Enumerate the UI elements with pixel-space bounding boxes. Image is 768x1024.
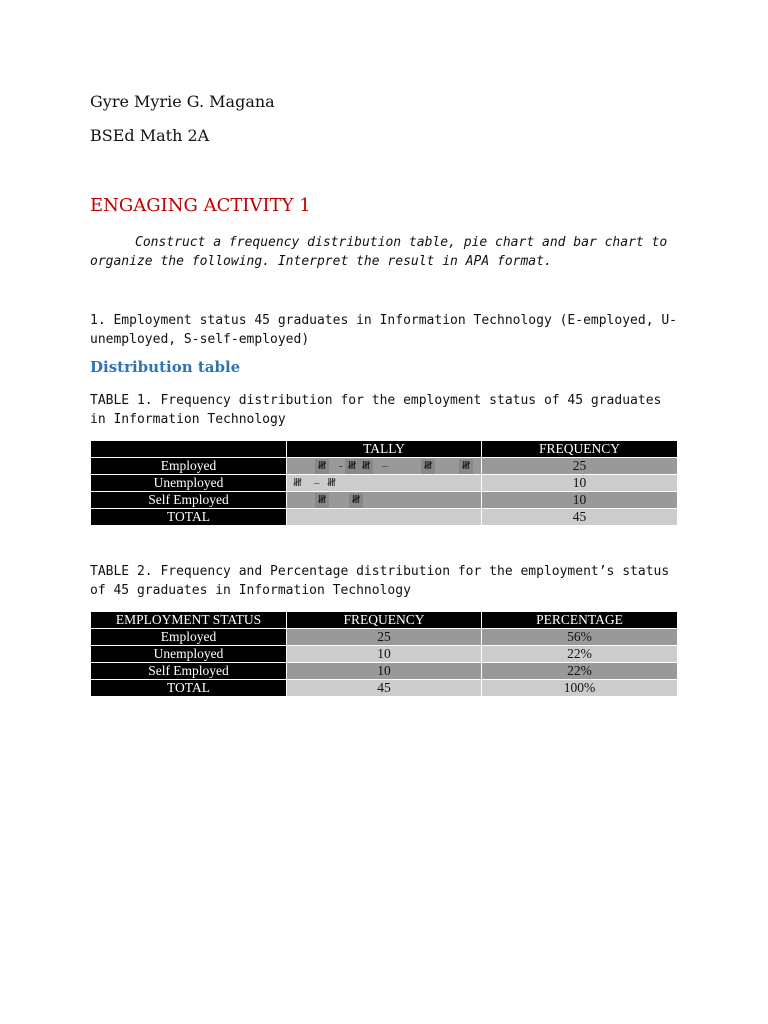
row-frequency: 10 — [482, 492, 678, 509]
tally-group-icon: 𝍸 — [421, 459, 435, 474]
row-frequency: 25 — [287, 629, 482, 646]
table-row — [91, 629, 678, 646]
tally-group-icon: 𝍸 — [459, 459, 473, 474]
row-frequency: 45 — [482, 509, 678, 526]
row-frequency: 10 — [287, 663, 482, 680]
row-percentage: 22% — [482, 663, 678, 680]
tally-dash-icon: – — [314, 477, 320, 489]
table-row — [91, 509, 678, 526]
table2-header-percentage: PERCENTAGE — [482, 612, 678, 629]
tally-group-icon: 𝍸 — [315, 493, 329, 508]
row-percentage: 56% — [482, 629, 678, 646]
row-label: TOTAL — [91, 680, 287, 697]
table2 — [90, 611, 678, 697]
section-heading: Distribution table — [90, 358, 241, 376]
row-label: TOTAL — [91, 509, 287, 526]
table1-header-row — [91, 441, 678, 458]
row-label: Employed — [91, 458, 287, 475]
tally-group-icon: 𝍸 — [349, 493, 363, 508]
tally-marks — [287, 458, 482, 475]
tally-dash-icon: - — [339, 460, 343, 472]
activity-title: ENGAGING ACTIVITY 1 — [90, 195, 311, 216]
table2-header-row — [91, 612, 678, 629]
row-label: Self Employed — [91, 492, 287, 509]
table-row — [91, 646, 678, 663]
table2-header-frequency: FREQUENCY — [287, 612, 482, 629]
table1-caption: TABLE 1. Frequency distribution for the employment status of 45 graduates in Information Technology — [90, 393, 662, 427]
table1-header-blank — [91, 441, 287, 458]
tally-blank — [287, 509, 482, 526]
tally-marks — [287, 475, 482, 492]
question-1: 1. Employment status 45 graduates in Information Technology (E-employed, U-unemployed, S-self-employed) — [90, 313, 677, 347]
row-label: Self Employed — [91, 663, 287, 680]
tally-group-icon: 𝍸 — [345, 459, 359, 474]
row-percentage: 22% — [482, 646, 678, 663]
table2-caption: TABLE 2. Frequency and Percentage distribution for the employment’s status of 45 graduates in Information Technology — [90, 564, 670, 598]
course-section: BSEd Math 2A — [90, 126, 210, 145]
table1-header-frequency: FREQUENCY — [482, 441, 678, 458]
author-name: Gyre Myrie G. Magana — [90, 92, 275, 111]
table-row — [91, 492, 678, 509]
row-label: Unemployed — [91, 646, 287, 663]
table1-header-tally: TALLY — [287, 441, 482, 458]
row-label: Employed — [91, 629, 287, 646]
table2-header-status: EMPLOYMENT STATUS — [91, 612, 287, 629]
tally-dash-icon: – — [382, 460, 388, 472]
tally-group-icon: 𝍸 — [327, 477, 336, 489]
table1 — [90, 440, 678, 526]
tally-group-icon: 𝍸 — [293, 477, 302, 489]
table-row — [91, 475, 678, 492]
table-row — [91, 680, 678, 697]
tally-group-icon: 𝍸 — [359, 459, 373, 474]
row-frequency: 10 — [482, 475, 678, 492]
row-percentage: 100% — [482, 680, 678, 697]
table-row — [91, 458, 678, 475]
instructions: Construct a frequency distribution table, pie chart and bar chart to organize the following. Interpret the result in APA format. — [90, 235, 668, 269]
row-label: Unemployed — [91, 475, 287, 492]
row-frequency: 45 — [287, 680, 482, 697]
table-row — [91, 663, 678, 680]
tally-group-icon: 𝍸 — [315, 459, 329, 474]
row-frequency: 25 — [482, 458, 678, 475]
tally-marks — [287, 492, 482, 509]
row-frequency: 10 — [287, 646, 482, 663]
